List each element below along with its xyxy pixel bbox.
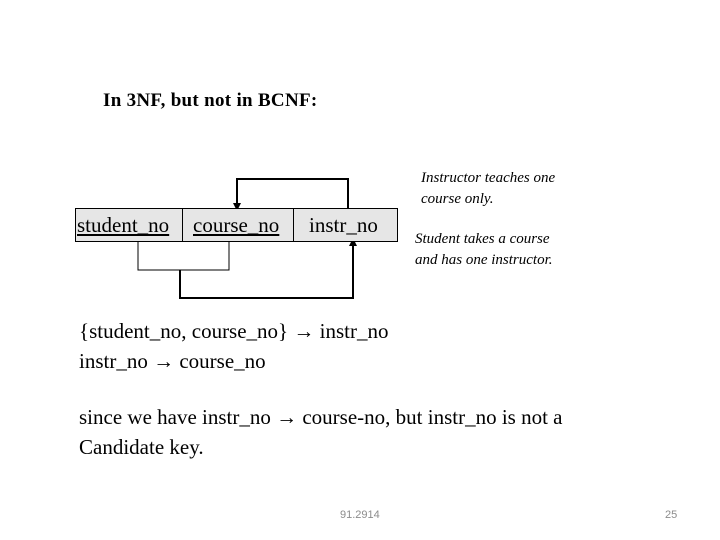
attr-divider [182,209,183,241]
attr-student-no: student_no [77,213,170,237]
attr-divider [293,209,294,241]
explanation-line1: since we have instr_no → course-no, but instr_no is not a [79,405,563,429]
instructor-note-line2: course only. [421,191,494,207]
composite-key-bracket [138,240,229,270]
explanation-line2: Candidate key. [79,435,204,459]
student-note [415,229,553,271]
instructor-note-line1: Instructor teaches one [421,170,556,186]
functional-dependency-2: instr_no → course_no [79,349,266,373]
footer-date: 91.2914 [340,509,380,521]
student-note-line2: and has one instructor. [415,252,553,268]
student-note-line1: Student takes a course [415,231,550,247]
instr-to-course-arrow [237,179,348,208]
relation-schema [75,208,398,242]
slide-title: In 3NF, but not in BCNF: [103,90,318,111]
page-number: 25 [665,509,678,521]
attr-instr-no: instr_no [309,213,378,237]
instructor-note [421,168,555,210]
functional-dependency-1: {student_no, course_no} → instr_no [79,319,389,343]
attr-course-no: course_no [193,213,280,237]
